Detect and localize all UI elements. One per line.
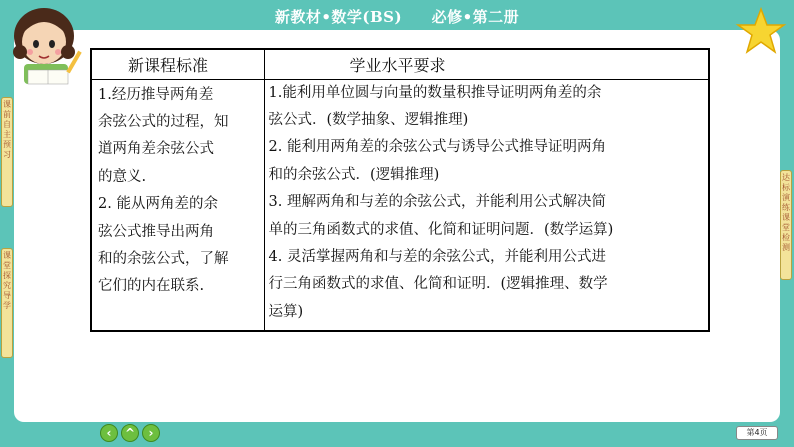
- side-tab-practice[interactable]: 达标演练课堂检测: [780, 170, 792, 280]
- standard-cell: [91, 79, 264, 331]
- requirement-line: 3. 理解两角和与差的余弦公式，并能利用公式解决简: [268, 194, 606, 211]
- requirement-line: 行三角函数式的求值、化简和证明．(逻辑推理、数学: [268, 276, 608, 293]
- header-title: [0, 4, 794, 30]
- requirement-line: 运算): [268, 303, 304, 320]
- standard-line: 它们的内在联系.: [98, 278, 205, 295]
- book-title: 新教材•数学(BS): [274, 8, 403, 26]
- requirement-line: 4. 灵活掌握两角和与差的余弦公式，并能利用公式进: [268, 248, 606, 265]
- side-tab-explore[interactable]: 课堂探究导学: [1, 248, 13, 358]
- header-curriculum-standard: 新课程标准: [91, 49, 264, 79]
- home-button[interactable]: ^: [121, 424, 139, 442]
- table-header-row: [91, 49, 709, 79]
- standard-line: 弦公式推导出两角: [98, 223, 214, 240]
- requirement-line: 2. 能利用两角差的余弦公式与诱导公式推导证明两角: [268, 139, 606, 156]
- requirement-line: 弦公式．(数学抽象、逻辑推理): [268, 111, 469, 128]
- page-number: 第4页: [736, 426, 778, 440]
- standard-line: 的意义.: [98, 168, 147, 185]
- nav-buttons: [100, 424, 160, 442]
- standard-line: 道两角差余弦公式: [98, 141, 214, 158]
- requirement-line: 1.能利用单位圆与向量的数量积推导证明两角差的余: [268, 84, 602, 101]
- next-button[interactable]: ›: [142, 424, 160, 442]
- standard-line: 和的余弦公式，了解: [98, 250, 229, 267]
- requirement-line: 单的三角函数式的求值、化简和证明问题．(数学运算): [268, 221, 614, 238]
- standard-line: 1.经历推导两角差: [98, 86, 214, 103]
- side-tab-preview[interactable]: 课前自主预习: [1, 97, 13, 207]
- girl-reading-illustration: [4, 0, 92, 88]
- standard-line: 2. 能从两角差的余: [98, 196, 218, 213]
- requirements-cell: [264, 79, 709, 331]
- volume-title: 必修•第二册: [431, 8, 520, 26]
- prev-button[interactable]: ‹: [100, 424, 118, 442]
- header-proficiency-requirements: 学业水平要求: [264, 49, 709, 79]
- requirement-line: 和的余弦公式．(逻辑推理): [268, 166, 440, 183]
- star-icon: [735, 6, 787, 58]
- curriculum-table: [90, 48, 710, 332]
- table-row: [91, 79, 709, 331]
- standard-line: 余弦公式的过程，知: [98, 113, 229, 130]
